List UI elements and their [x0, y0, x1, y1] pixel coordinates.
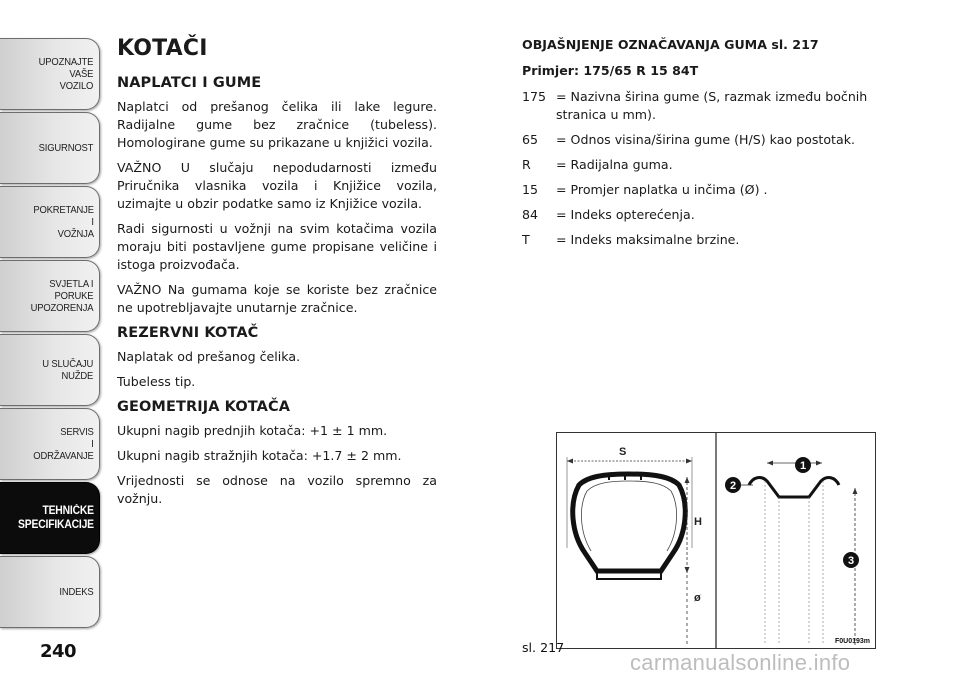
definition-code: 175: [522, 89, 547, 104]
dimension-label-h: H: [694, 516, 702, 528]
watermark: carmanualsonline.info: [630, 650, 851, 675]
paragraph: Ukupni nagib prednjih kotača: +1 ± 1 mm.: [117, 423, 388, 438]
definition-text: = Promjer naplatka u inčima (Ø) .: [556, 182, 768, 197]
definition-code: 65: [522, 132, 539, 147]
heading-rims-tyres: NAPLATCI I GUME: [117, 75, 262, 91]
definition-code: 15: [522, 182, 539, 197]
paragraph: Radi sigurnosti u vožnji na svim kotačima vozila moraju biti postavljene gume propisane veličine i istoga proizvođača.: [117, 221, 437, 272]
definition-row: [522, 88, 892, 124]
paragraph: VAŽNO Na gumama koje se koriste bez zračnice ne upotrebljavajte unutarnje zračnice.: [117, 282, 437, 315]
definition-row: [522, 131, 892, 149]
definition-text: = Indeks opterećenja.: [556, 207, 695, 222]
definition-code: T: [522, 232, 530, 247]
page-title: KOTAČI: [117, 36, 208, 61]
definition-code: R: [522, 157, 531, 172]
definition-row: [522, 206, 892, 224]
tab-svjetla-i-poruke[interactable]: [0, 260, 100, 332]
dimension-label-diameter: ø: [694, 592, 701, 604]
heading-spare-wheel: REZERVNI KOTAČ: [117, 325, 259, 341]
paragraph: VAŽNO U slučaju nepodudarnosti između Priručnika vlasnika vozila i Knjižice vozila, uzimajte u obzir podatke samo iz Knjižice vozila.: [117, 160, 437, 211]
definition-code: 84: [522, 207, 539, 222]
paragraph: Vrijednosti se odnose na vozilo spremno za vožnju.: [117, 473, 437, 506]
tab-label: SVJETLA I PORUKE UPOZORENJA: [30, 278, 94, 314]
definition-row: [522, 231, 892, 249]
paragraph: Naplatak od prešanog čelika.: [117, 349, 301, 364]
definition-text: = Nazivna širina gume (S, razmak između bočnih stranica u mm).: [556, 89, 868, 122]
tab-label: U SLUČAJU NUŽDE: [42, 358, 94, 382]
tyre-example: Primjer: 175/65 R 15 84T: [522, 63, 699, 78]
tab-upoznajte-vase-vozilo[interactable]: [0, 38, 100, 110]
page-number: 240: [40, 641, 77, 662]
right-column: [522, 36, 892, 256]
tab-label: SERVIS I ODRŽAVANJE: [33, 426, 94, 462]
figure-caption: sl. 217: [522, 640, 565, 655]
tab-label: INDEKS: [59, 586, 94, 598]
tyre-diagram-svg: [557, 433, 875, 648]
marker-1-label: 1: [799, 460, 807, 472]
tab-pokretanje-i-voznja[interactable]: [0, 186, 100, 258]
definition-text: = Odnos visina/širina gume (H/S) kao postotak.: [556, 132, 855, 147]
definition-row: [522, 156, 892, 174]
paragraph: Naplatci od prešanog čelika ili lake legure. Radijalne gume bez zračnice (tubeless). Homologirane gume su prikazane u knjižici vozila.: [117, 99, 437, 150]
definition-text: = Indeks maksimalne brzine.: [556, 232, 740, 247]
paragraph: Ukupni nagib stražnjih kotača: +1.7 ± 2 mm.: [117, 448, 402, 463]
tab-indeks[interactable]: [0, 556, 100, 628]
tab-u-slucaju-nuzde[interactable]: [0, 334, 100, 406]
definition-row: [522, 181, 892, 199]
left-column: [117, 36, 437, 515]
dimension-label-s: S: [619, 446, 627, 458]
tab-tehnicke-specifikacije[interactable]: [0, 482, 100, 554]
tab-label: POKRETANJE I VOŽNJA: [33, 204, 94, 240]
tab-label: TEHNIČKE SPECIFIKACIJE: [17, 505, 94, 531]
marker-2-label: 2: [729, 480, 737, 492]
definition-text: = Radijalna guma.: [556, 157, 673, 172]
tab-label: SIGURNOST: [39, 142, 94, 154]
paragraph: Tubeless tip.: [117, 374, 196, 389]
tyre-diagram: [556, 432, 876, 649]
heading-wheel-geometry: GEOMETRIJA KOTAČA: [117, 399, 291, 415]
tab-servis-i-odrzavanje[interactable]: [0, 408, 100, 480]
tab-sigurnost[interactable]: [0, 112, 100, 184]
tab-label: UPOZNAJTE VAŠE VOZILO: [39, 56, 94, 92]
tyre-marking-heading: OBJAŠNJENJE OZNAČAVANJA GUMA sl. 217: [522, 37, 819, 52]
marker-3-label: 3: [847, 555, 855, 567]
figure-code: F0U0193m: [835, 638, 871, 645]
